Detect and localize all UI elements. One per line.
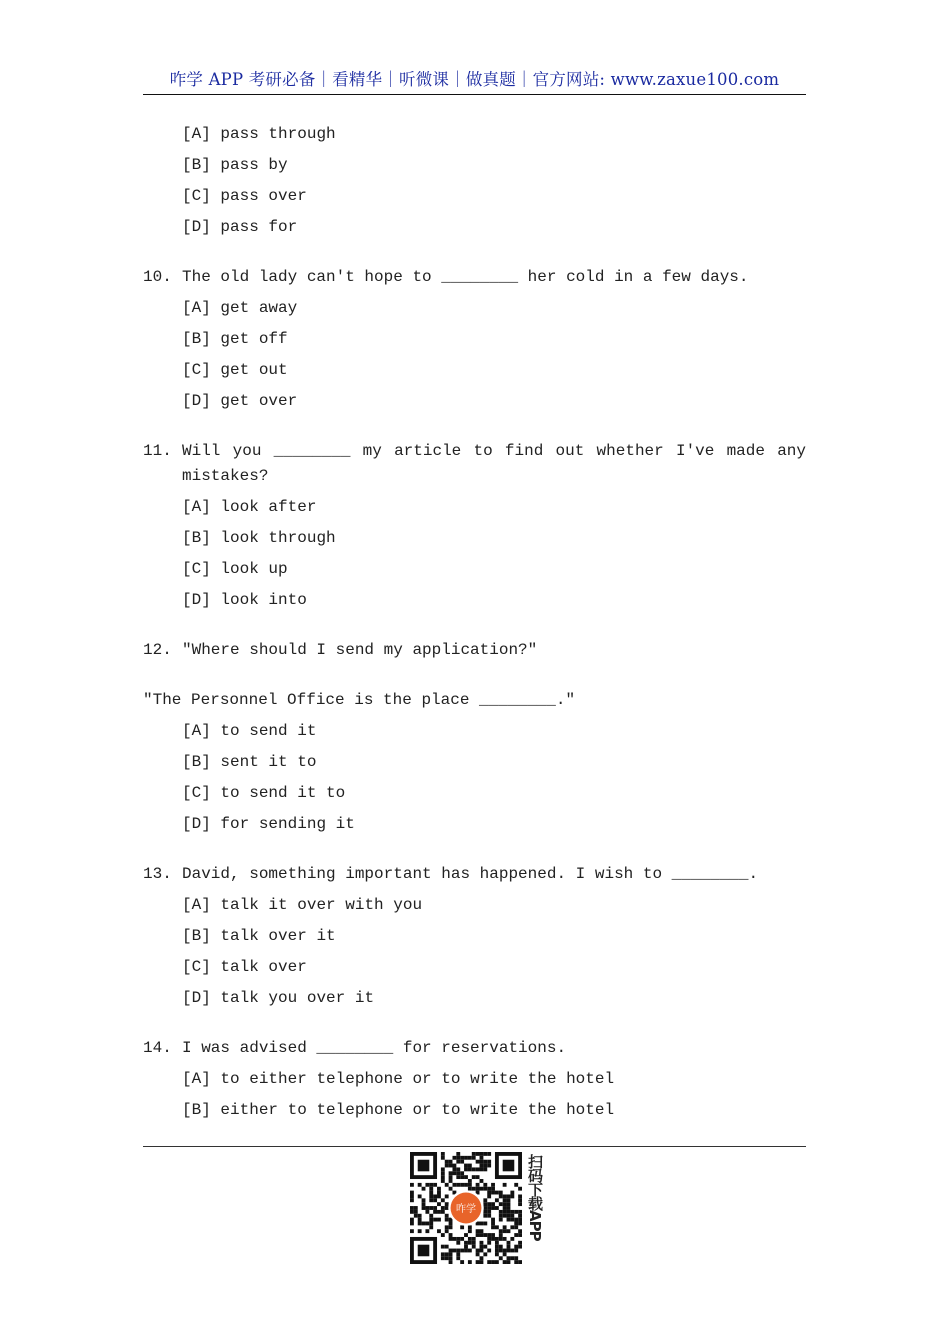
option-label: [C] xyxy=(182,958,211,976)
question-stem xyxy=(143,436,806,492)
page-header xyxy=(143,66,806,94)
option-c xyxy=(143,554,806,585)
option-c xyxy=(143,952,806,983)
option-text: get off xyxy=(220,330,288,348)
option-text: talk over it xyxy=(220,927,336,945)
question-reply: "The Personnel Office is the place ________." xyxy=(143,691,576,709)
qr-code-icon[interactable] xyxy=(410,1152,522,1264)
question-number: 13. xyxy=(143,865,172,883)
question-text: The old lady can't hope to ________ her cold in a few days. xyxy=(182,268,749,286)
question-10 xyxy=(143,262,806,417)
option-text: to either telephone or to write the hotel xyxy=(220,1070,615,1088)
option-label: [A] xyxy=(182,1070,211,1088)
option-text: sent it to xyxy=(220,753,317,771)
footer-rule xyxy=(143,1146,806,1147)
option-text: pass through xyxy=(220,125,336,143)
option-label: [A] xyxy=(182,498,211,516)
option-label: [A] xyxy=(182,722,211,740)
continued-options xyxy=(143,119,806,243)
option-d xyxy=(143,585,806,616)
qr-logo-text: 咋学 xyxy=(455,1204,477,1216)
option-text: to send it xyxy=(220,722,317,740)
question-stem xyxy=(143,635,806,666)
option-text: for sending it xyxy=(220,815,355,833)
option-d xyxy=(143,212,806,243)
question-stem xyxy=(143,859,806,890)
option-label: [D] xyxy=(182,989,211,1007)
option-d xyxy=(143,983,806,1014)
option-b xyxy=(143,747,806,778)
question-11 xyxy=(143,436,806,616)
option-text: pass by xyxy=(220,156,288,174)
header-rule xyxy=(143,94,806,95)
question-text: "Where should I send my application?" xyxy=(182,641,538,659)
option-a xyxy=(143,1064,806,1095)
option-b xyxy=(143,921,806,952)
option-label: [C] xyxy=(182,560,211,578)
option-text: look after xyxy=(220,498,317,516)
option-label: [B] xyxy=(182,753,211,771)
option-label: [B] xyxy=(182,529,211,547)
option-b xyxy=(143,523,806,554)
option-label: [B] xyxy=(182,330,211,348)
option-text: get out xyxy=(220,361,288,379)
question-stem xyxy=(143,262,806,293)
option-a xyxy=(143,716,806,747)
option-b xyxy=(143,1095,806,1126)
question-12 xyxy=(143,635,806,840)
qr-caption: 扫码下载APP xyxy=(526,1154,544,1241)
option-text: look up xyxy=(220,560,288,578)
question-text: Will you ________ my article to find out whether I've made any mistakes? xyxy=(182,442,806,485)
question-text: I was advised ________ for reservations. xyxy=(182,1039,567,1057)
option-label: [A] xyxy=(182,896,211,914)
option-text: talk it over with you xyxy=(220,896,423,914)
option-a xyxy=(143,119,806,150)
option-a xyxy=(143,492,806,523)
question-content xyxy=(143,119,806,1126)
option-label: [A] xyxy=(182,299,211,317)
option-label: [C] xyxy=(182,784,211,802)
option-label: [B] xyxy=(182,927,211,945)
option-label: [C] xyxy=(182,187,211,205)
option-c xyxy=(143,181,806,212)
option-c xyxy=(143,355,806,386)
header-text: 咋学 APP 考研必备｜看精华｜听微课｜做真题｜官方网站: www.zaxue100.com xyxy=(169,70,780,89)
question-number: 11. xyxy=(143,442,172,460)
question-number: 14. xyxy=(143,1039,172,1057)
option-label: [D] xyxy=(182,591,211,609)
option-b xyxy=(143,150,806,181)
option-text: get over xyxy=(220,392,298,410)
question-13 xyxy=(143,859,806,1014)
option-text: pass over xyxy=(220,187,307,205)
option-a xyxy=(143,293,806,324)
option-a xyxy=(143,890,806,921)
option-text: pass for xyxy=(220,218,298,236)
option-d xyxy=(143,809,806,840)
option-text: talk you over it xyxy=(220,989,375,1007)
option-text: get away xyxy=(220,299,298,317)
question-number: 12. xyxy=(143,641,172,659)
option-d xyxy=(143,386,806,417)
option-c xyxy=(143,778,806,809)
option-label: [D] xyxy=(182,218,211,236)
question-14 xyxy=(143,1033,806,1126)
option-label: [C] xyxy=(182,361,211,379)
option-text: talk over xyxy=(220,958,307,976)
question-number: 10. xyxy=(143,268,172,286)
question-text: David, something important has happened. I wish to ________. xyxy=(182,865,759,883)
option-label: [D] xyxy=(182,392,211,410)
option-label: [B] xyxy=(182,1101,211,1119)
option-label: [A] xyxy=(182,125,211,143)
option-b xyxy=(143,324,806,355)
option-text: to send it to xyxy=(220,784,346,802)
option-text: look into xyxy=(220,591,307,609)
option-label: [B] xyxy=(182,156,211,174)
option-text: either to telephone or to write the hotel xyxy=(220,1101,615,1119)
option-label: [D] xyxy=(182,815,211,833)
question-stem xyxy=(143,1033,806,1064)
option-text: look through xyxy=(220,529,336,547)
